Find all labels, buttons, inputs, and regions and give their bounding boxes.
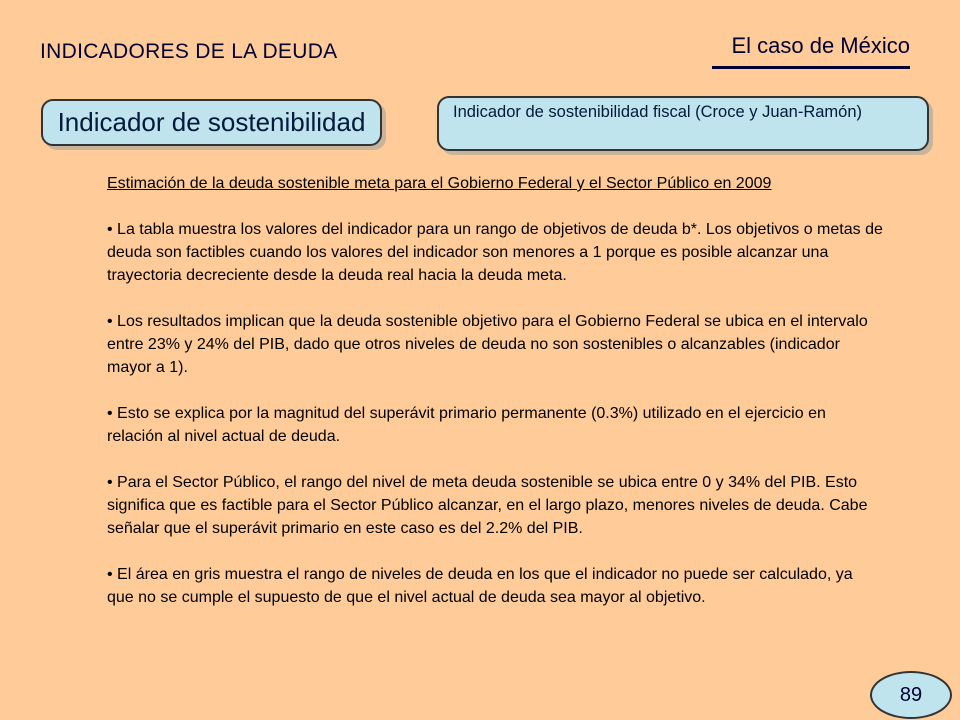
bullet-paragraph: • Esto se explica por la magnitud del superávit primario permanente (0.3%) utilizado en el ejercicio en relación al nivel actual de deuda. [107, 405, 826, 445]
content-body [107, 172, 883, 632]
section-label-box [41, 99, 382, 146]
section-label: Indicador de sostenibilidad [57, 107, 366, 137]
page-number-badge [870, 671, 952, 719]
case-title-underline [712, 66, 910, 69]
slide-title: INDICADORES DE LA DEUDA [40, 40, 338, 63]
bullet-paragraph: • Los resultados implican que la deuda sostenible objetivo para el Gobierno Federal se ubica en el intervalo entre 23% y 24% del PIB, dado que otros niveles de deuda no son sostenibles o alcanzables (indicador mayor a 1). [107, 313, 868, 376]
case-title: El caso de México [731, 33, 910, 58]
indicator-label-box [437, 96, 929, 151]
content-heading: Estimación de la deuda sostenible meta para el Gobierno Federal y el Sector Público en 2009 [107, 175, 772, 192]
indicator-label: Indicador de sostenibilidad fiscal (Croce y Juan-Ramón) [453, 103, 863, 121]
page-number: 89 [899, 683, 923, 706]
bullet-paragraph: • Para el Sector Público, el rango del nivel de meta deuda sostenible se ubica entre 0 y 34% del PIB. Esto significa que es factible para el Sector Público alcanzar, en el largo plazo, menores niveles de deuda. Cabe señalar que el superávit primario en este caso es del 2.2% del PIB. [107, 474, 868, 537]
bullet-paragraph: • El área en gris muestra el rango de niveles de deuda en los que el indicador no puede ser calculado, ya que no se cumple el supuesto de que el nivel actual de deuda sea mayor al objetivo. [107, 566, 853, 606]
bullet-paragraph: • La tabla muestra los valores del indicador para un rango de objetivos de deuda b*. Los objetivos o metas de deuda son factibles cuando los valores del indicador son menores a 1 porque es posible alcanzar una trayectoria decreciente desde la deuda real hacia la deuda meta. [107, 221, 883, 284]
